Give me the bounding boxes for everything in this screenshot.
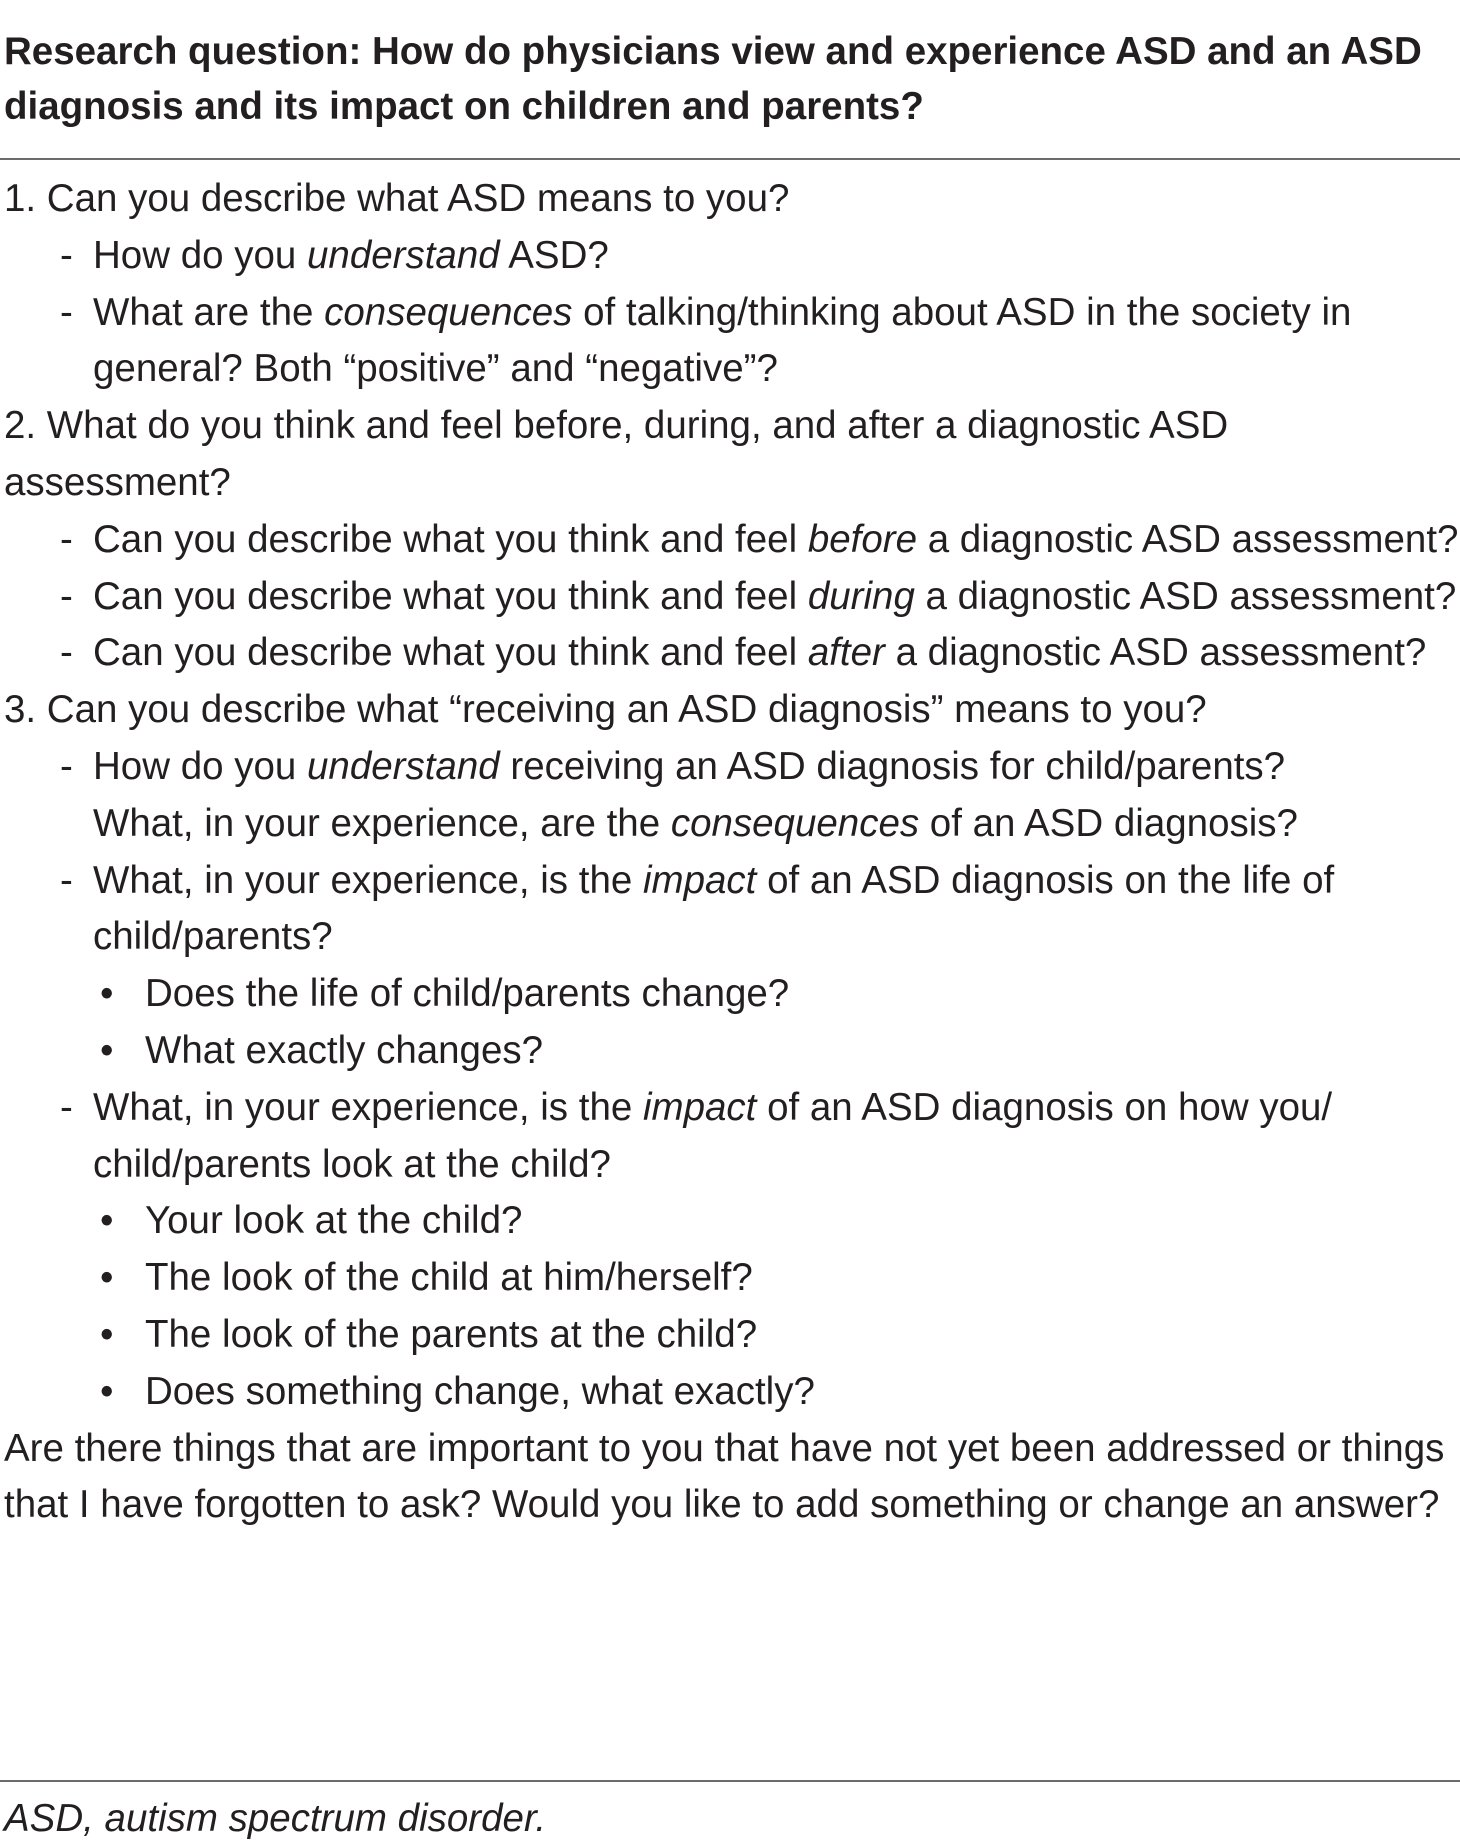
bullet-marker: • (100, 1312, 114, 1356)
dash-marker: - (60, 290, 73, 334)
sub-text: What, in your experience, are the (93, 801, 671, 845)
sub-text: of an ASD diagnosis? (919, 801, 1298, 845)
question-2-sub-3 (0, 625, 1460, 682)
bullet-text: The look of the child at him/herself? (145, 1256, 753, 1300)
dash-marker: - (60, 858, 73, 902)
question-3-sub-2 (0, 853, 1460, 967)
bullet-marker: • (100, 1028, 114, 1072)
sub-text: a diagnostic ASD assessment? (884, 631, 1427, 675)
sub-emphasis: before (807, 517, 917, 561)
abbreviation-footnote: ASD, autism spectrum disorder. (4, 1797, 547, 1840)
bullet-marker: • (100, 1256, 114, 1300)
question-3: 3. Can you describe what “receiving an ASD diagnosis” means to you? (4, 688, 1207, 732)
sub-text: of talking/thinking about ASD in the society in general? Both “positive” and “negative”? (93, 290, 1352, 391)
question-3-sub-3-bullet-4 (0, 1364, 1460, 1421)
closing-question: Are there things that are important to you that have not yet been addressed or things that I have forgotten to ask? Would you like to add something or change an answer? (4, 1426, 1445, 1527)
sub-text: Can you describe what you think and feel (93, 574, 808, 618)
sub-text: receiving an ASD diagnosis for child/parents? (499, 744, 1286, 788)
question-2-sub-2 (0, 569, 1460, 626)
sub-text: What, in your experience, is the (93, 1085, 643, 1129)
research-question-heading: Research question: How do physicians view and experience ASD and an ASD diagnosis and its impact on children and parents? (4, 30, 1422, 128)
sub-text: of an ASD diagnosis on the life of child/parents? (93, 858, 1335, 959)
interview-guide-body (0, 171, 1460, 1534)
sub-text: What, in your experience, is the (93, 858, 643, 902)
dash-marker: - (60, 574, 73, 618)
sub-text: Can you describe what you think and feel (93, 517, 808, 561)
sub-emphasis: impact (642, 858, 757, 902)
sub-text: a diagnostic ASD assessment? (917, 517, 1459, 561)
bullet-marker: • (100, 1369, 114, 1413)
bullet-marker: • (100, 1199, 114, 1243)
sub-emphasis: understand (307, 233, 500, 277)
question-1: 1. Can you describe what ASD means to you? (4, 177, 790, 220)
sub-text: How do you (93, 744, 308, 788)
bullet-text: Does the life of child/parents change? (145, 972, 790, 1016)
bullet-marker: • (100, 972, 114, 1016)
bullet-text: The look of the parents at the child? (145, 1312, 758, 1356)
sub-emphasis: consequences (324, 290, 573, 334)
bullet-text: What exactly changes? (145, 1028, 544, 1072)
sub-text: What are the (93, 290, 325, 334)
sub-emphasis: during (807, 574, 915, 618)
sub-text: ASD? (499, 233, 609, 277)
top-divider (0, 158, 1460, 160)
sub-text: of an ASD diagnosis on how you/ child/parents look at the child? (93, 1085, 1333, 1186)
sub-text: How do you (93, 233, 308, 277)
question-3-sub-2-bullet-2 (0, 1023, 1460, 1080)
question-2: 2. What do you think and feel before, during, and after a diagnostic ASD assessment? (4, 404, 1229, 504)
sub-text: Can you describe what you think and feel (93, 631, 808, 675)
bullet-text: Does something change, what exactly? (145, 1369, 815, 1413)
dash-marker: - (60, 1085, 73, 1129)
question-3-sub-2-bullet-1 (0, 966, 1460, 1023)
bullet-text: Your look at the child? (145, 1199, 523, 1243)
question-2-sub-1 (0, 512, 1460, 569)
question-1-sub-1 (0, 228, 1460, 285)
question-3-sub-3-bullet-3 (0, 1307, 1460, 1364)
dash-marker: - (60, 744, 73, 788)
question-3-sub-3-bullet-1 (0, 1193, 1460, 1250)
sub-emphasis: impact (642, 1085, 757, 1129)
dash-marker: - (60, 631, 73, 675)
sub-emphasis: understand (307, 744, 500, 788)
question-1-sub-2 (0, 285, 1460, 399)
dash-marker: - (60, 233, 73, 277)
dash-marker: - (60, 517, 73, 561)
question-3-sub-1 (0, 739, 1460, 853)
bottom-divider (0, 1780, 1460, 1782)
question-3-sub-3 (0, 1080, 1460, 1194)
sub-emphasis: consequences (670, 801, 920, 845)
question-3-sub-3-bullet-2 (0, 1250, 1460, 1307)
sub-emphasis: after (807, 631, 885, 675)
sub-text: a diagnostic ASD assessment? (914, 574, 1457, 618)
